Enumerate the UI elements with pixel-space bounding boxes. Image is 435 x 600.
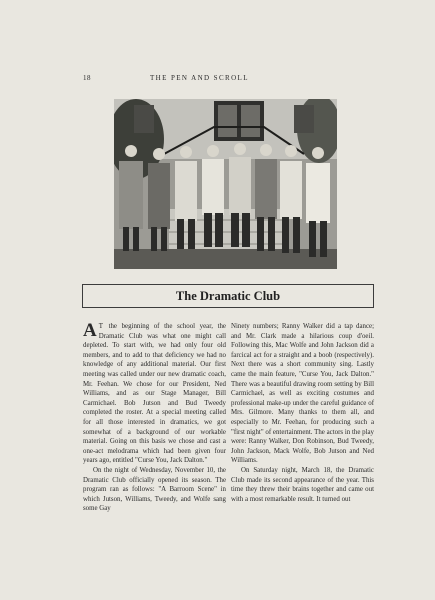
group-photo xyxy=(114,99,337,269)
text-column-left xyxy=(83,322,226,514)
paragraph: On the night of Wednesday, November 10, the Dramatic Club officially opened its season. The program ran as follows: "A Barroom Scene" in which Jutson, Williams, Tweedy, and Wolfe sang some Gay xyxy=(83,466,226,513)
text-column-right xyxy=(231,322,374,504)
page-number: 18 xyxy=(83,74,91,82)
paragraph-text: the beginning of the school year, the Dramatic Club was what one might call depleted. To start with, we had only four old members, and to add to that deficiency we had no knowledge of any additional material. Our first meeting was called under our new dramatic coach, Mr. Feehan. We chose for our President, Ned Williams, and as our Stage Manager, Bill Carmichael. Bob Jutson and Bud Tweedy completed the roster. At a special meeting called for all those interested in dramatics, we got somewhat of a background of our workable material. Going on this basis we chose and cast a one-act melodrama which had been given four years ago, entitled "Curse You, Jack Dalton." xyxy=(83,323,226,465)
article-title-box xyxy=(82,284,374,308)
first-word-rest: T xyxy=(98,323,104,330)
running-head: THE PEN AND SCROLL xyxy=(150,74,249,82)
paragraph: On Saturday night, March 18, the Dramatic Club made its second appearance of the year. This time they threw their brains together and came out with a most remarkable result. It turned out xyxy=(231,466,374,503)
article-title: The Dramatic Club xyxy=(175,288,281,303)
paragraph xyxy=(83,322,226,466)
group-photo-image xyxy=(114,99,337,269)
drop-cap: A xyxy=(83,320,97,341)
paragraph: Ninety numbers; Ranny Walker did a tap dance; and Mr. Clark made a hilarious coup d'oeil. Following this, Mac Wolfe and John Jackson did a farcical act for a straight and a boob (respectively). Next there was a short community sing. Lastly came the main feature, "Curse You, Jack Dalton." There was a beautiful drawing room setting by Bill Carmichael, as well as exciting costumes and professional make-up under the careful guidance of Mrs. Gilmore. Many thanks to them all, and especially to Mr. Feehan, for producing such a "first night" of entertainment. The actors in the play were: Ranny Walker, Don Robinson, Bud Tweedy, John Jackson, Mack Wolfe, Bob Jutson and Ned Williams. xyxy=(231,323,374,465)
